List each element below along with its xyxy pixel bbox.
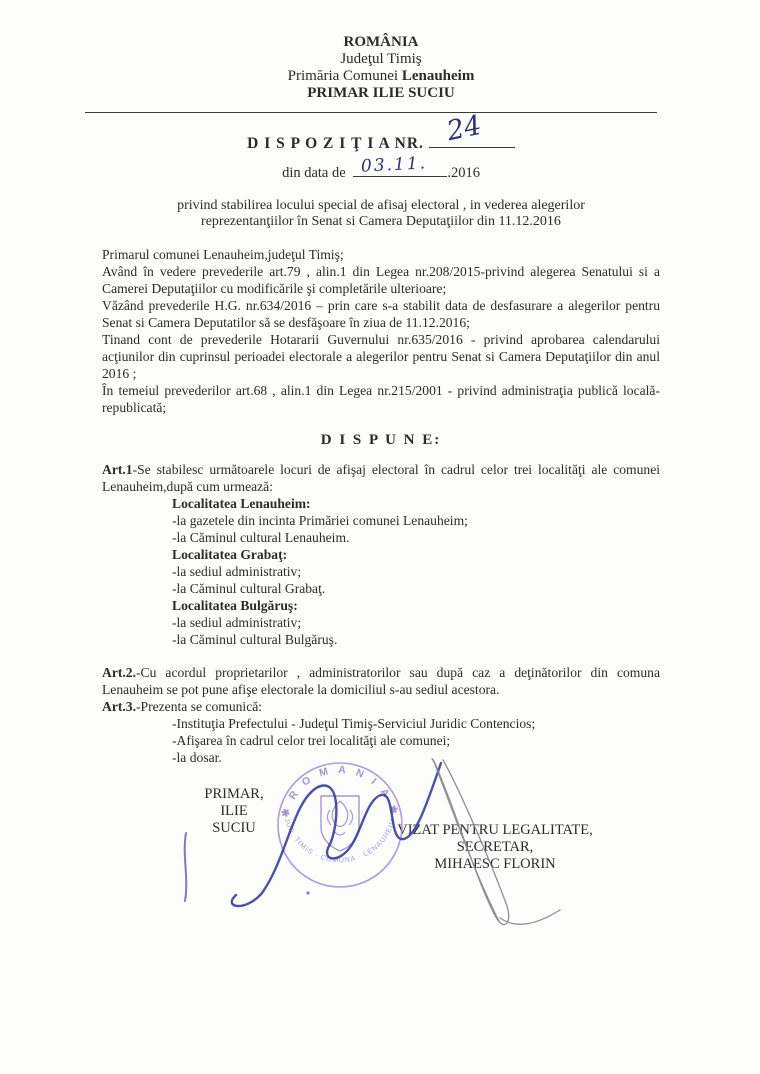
subject-line-2: reprezentanţiilor în Senat si Camera Deputaţiilor din 11.12.2016	[201, 214, 561, 229]
preamble-p3: Văzând prevederile H.G. nr.634/2016 – prin care s-a stabilit data de desfasurare a alegerilor pentru Senat si Camera Deputatilor să se desfăşoare în ziua de 11.12.2016;	[102, 298, 660, 330]
mayor-name: ILIE SUCIU	[212, 803, 256, 836]
legality-line: VIZAT PENTRU LEGALITATE,	[397, 822, 593, 838]
mayor-signature-block	[198, 786, 270, 837]
locality-2-title: Localitatea Grabaţ:	[172, 547, 288, 562]
article-2	[102, 664, 660, 698]
date-year: .2016	[447, 165, 480, 181]
subject-block	[102, 198, 660, 230]
locality-1-item-1: -la gazetele din incinta Primăriei comunei Lenauheim;	[172, 513, 468, 528]
preamble-p5: În temeiul prevederilor art.68 , alin.1 din Legea nr.215/2001 - privind administraţia publică locală-republicată;	[102, 383, 660, 415]
date-blank-line	[353, 153, 447, 177]
preamble-p4: Tinand cont de prevederile Hotararii Guvernului nr.635/2016 - privind aprobarea calendarului acţiunilor din cuprinsul perioadei electorale a alegerilor pentru Senat si Camera Deputaţiilor din anul 2016 ;	[102, 332, 660, 381]
preamble	[102, 246, 660, 416]
svg-text:JUD. TIMIS · COMUNA · LENA	[283, 818, 398, 865]
locality-1-title: Localitatea Lenauheim:	[172, 496, 311, 511]
stamp-top-text: ✱ R O M A N I A ✱	[279, 763, 401, 819]
commune-name: Lenauheim	[401, 68, 475, 84]
dispune-heading: D I S P U N E:	[320, 432, 442, 448]
preamble-p1: Primarul comunei Lenauheim,judeţul Timiş;	[102, 247, 344, 262]
stamp-shield-icon	[321, 796, 359, 851]
article-1	[102, 461, 660, 495]
disposition-title	[102, 109, 660, 157]
mayor-line: PRIMAR ILIE SUCIU	[307, 85, 455, 101]
stamp-eagle-icon	[327, 801, 352, 835]
article-1-text: -Se stabilesc următoarele locuri de afişaj electoral în cadrul celor trei localităţi ale comunei Lenauheim,după cum urmează:	[102, 462, 660, 494]
locality-3-item-2: -la Căminul cultural Bulgăruş.	[172, 632, 338, 647]
article-3	[102, 698, 660, 715]
disposition-number-line	[429, 109, 515, 148]
locality-3-title: Localitatea Bulgăruş:	[172, 598, 298, 613]
secretary-role: SECRETAR,	[456, 839, 534, 855]
handwritten-number: 24	[443, 109, 485, 148]
handwritten-date: 03.11.	[360, 153, 428, 177]
stamp-dot	[306, 891, 309, 894]
date-line	[102, 153, 660, 182]
commune-prefix: Primăria Comunei	[287, 68, 402, 84]
subject-line-1: privind stabilirea locului special de afisaj electoral , in vederea alegerilor	[177, 198, 585, 213]
article-3-items	[172, 715, 660, 766]
mayor-role: PRIMAR,	[204, 786, 264, 802]
locality-2-item-1: -la sediul administrativ;	[172, 564, 302, 579]
locality-2-item-2: -la Căminul cultural Grabaţ.	[172, 581, 326, 596]
locality-3-item-1: -la sediul administrativ;	[172, 615, 302, 630]
mayor-signature-flick	[185, 833, 187, 901]
disposition-label: D I S P O Z I Ţ I A NR.	[247, 135, 424, 152]
article-2-label: Art.2.	[102, 665, 136, 680]
date-prefix: din data de	[282, 165, 346, 181]
stamp-bottom-text: JUD. TIMIS · COMUNA · LENAUHEIM	[282, 817, 398, 865]
letterhead	[102, 34, 660, 102]
county-line: Judeţul Timiş	[340, 51, 422, 67]
locality-1-item-2: -la Căminul cultural Lenauheim.	[172, 530, 350, 545]
secretary-name: MIHAESC FLORIN	[434, 856, 556, 872]
article-3-item-1: -Instituţia Prefectului - Judeţul Timiş-Serviciul Juridic Contencios;	[172, 716, 536, 731]
header-divider	[85, 112, 657, 113]
country-name: ROMÂNIA	[343, 34, 419, 50]
article-3-label: Art.3.	[102, 699, 136, 714]
commune-line	[102, 68, 660, 85]
svg-text:✱ R O M A N I A ✱	[279, 764, 400, 819]
article-3-item-3: -la dosar.	[172, 750, 222, 765]
title-block	[102, 109, 660, 182]
article-3-item-2: -Afişarea în cadrul celor trei localităţi ale comunei;	[172, 733, 451, 748]
article-3-text: -Prezenta se comunică:	[135, 699, 263, 714]
secretary-signature-block	[382, 822, 608, 873]
preamble-p2: Având în vedere prevederile art.79 , alin.1 din Legea nr.208/2015-privind alegerea Senatului si a Camerei Deputaţiilor cu modificările şi completările ulterioare;	[102, 264, 660, 296]
article-1-label: Art.1	[102, 462, 133, 477]
locality-list	[172, 495, 660, 648]
article-2-text: -Cu acordul proprietarilor , administratorilor sau după caz a deţinătorilor din comuna Lenauheim se pot pune afişe electorale la domiciliul s-au sediul acestora.	[102, 665, 660, 697]
